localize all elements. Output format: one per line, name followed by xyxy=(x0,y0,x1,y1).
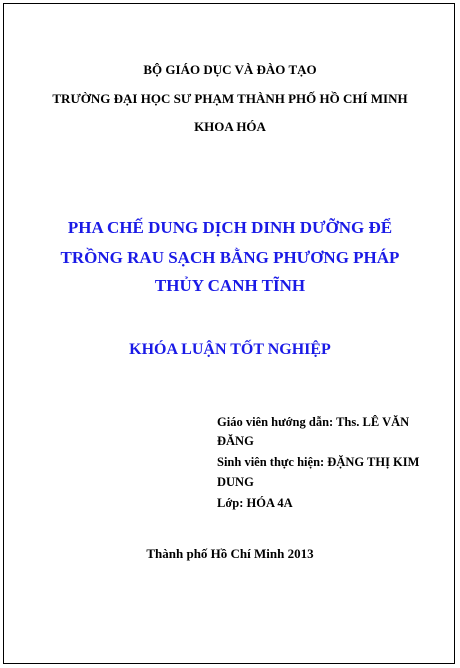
university-heading: TRƯỜNG ĐẠI HỌC SƯ PHẠM THÀNH PHỐ HỒ CHÍ MINH xyxy=(52,91,408,106)
thesis-title-line-1: PHA CHẾ DUNG DỊCH DINH DƯỠNG ĐỂ xyxy=(67,218,393,237)
advisor-line: Giáo viên hướng dẫn: Ths. LÊ VĂN xyxy=(217,415,410,429)
class-line: Lớp: HÓA 4A xyxy=(217,496,293,510)
faculty-heading: KHOA HÓA xyxy=(194,119,266,134)
student-line: Sinh viên thực hiện: ĐẶNG THỊ KIM xyxy=(217,455,420,469)
thesis-type: KHÓA LUẬN TỐT NGHIỆP xyxy=(129,341,331,358)
thesis-title-line-3: THỦY CANH TĨNH xyxy=(154,276,306,295)
student-line-cont: DUNG xyxy=(217,475,254,489)
advisor-line-cont: ĐĂNG xyxy=(217,434,254,448)
thesis-title-line-2: TRỒNG RAU SẠCH BẰNG PHƯƠNG PHÁP xyxy=(60,248,400,267)
place-year: Thành phố Hồ Chí Minh 2013 xyxy=(146,546,314,561)
ministry-heading: BỘ GIÁO DỤC VÀ ĐÀO TẠO xyxy=(143,62,317,77)
